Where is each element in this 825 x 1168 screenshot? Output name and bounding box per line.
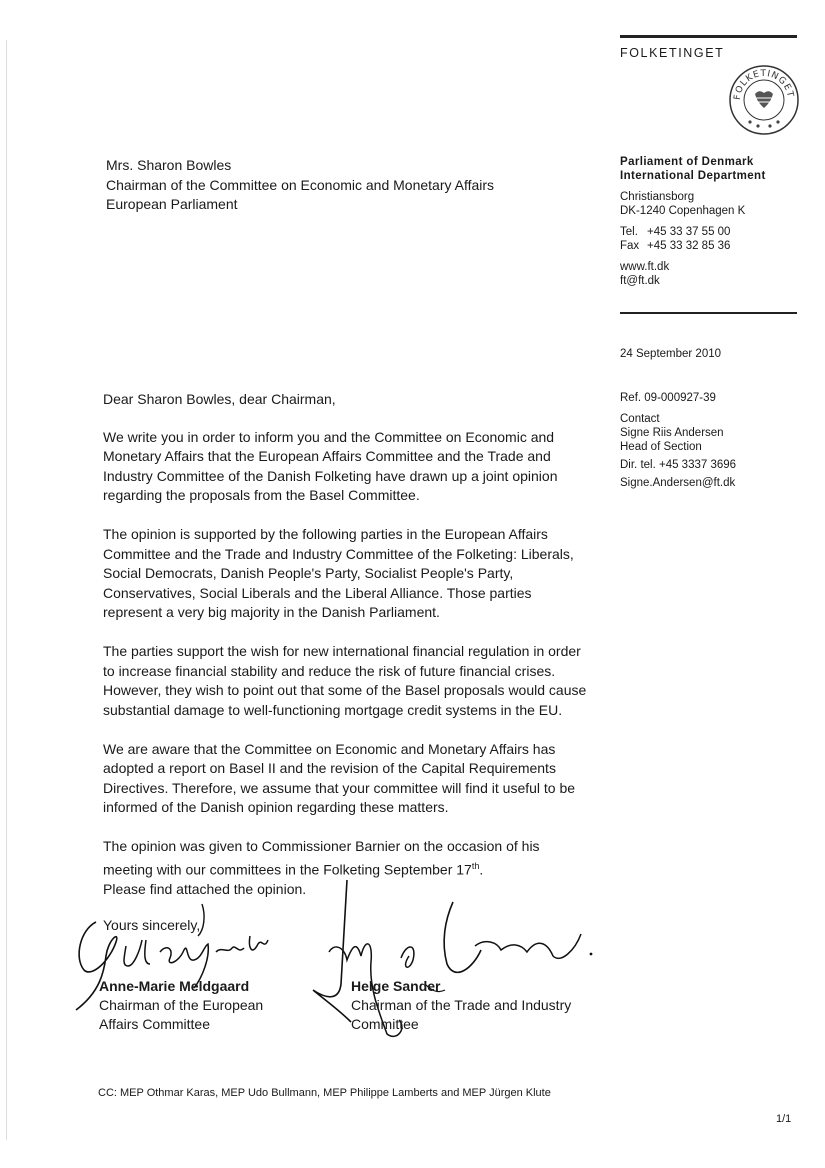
- contact-label: Contact: [620, 413, 660, 425]
- parliament-seal-icon: [728, 64, 800, 136]
- paragraph-5-end: .: [479, 861, 484, 878]
- paragraph-5-superscript: th: [471, 860, 480, 871]
- sender-web: www.ft.dk: [620, 261, 670, 273]
- tel-label: Tel.: [620, 226, 638, 238]
- signatory-1-role-line1: Chairman of the European: [99, 997, 264, 1013]
- fax-row: [620, 239, 766, 253]
- signatory-2-role-line1: Chairman of the Trade and Industry: [351, 997, 572, 1013]
- paragraph-1: We write you in order to inform you and the Committee on Economic and Monetary Affairs that the European Affairs Committee and the Trade and Industry Committee of the Danish Folketing have drawn up a joint opinion regarding the proposals from the Basel Committee.: [103, 428, 558, 503]
- paragraph-4: We are aware that the Committee on Economic and Monetary Affairs has adopted a report on Basel II and the revision of the Capital Requirements Directives. Therefore, we assume that your committee will find it useful to be informed of the Danish opinion regarding these matters.: [103, 740, 576, 815]
- page-number: 1/1: [776, 1113, 792, 1125]
- tel-row: [620, 225, 766, 239]
- seal-text: FOLKETINGET: [732, 68, 795, 101]
- fax-label: Fax: [620, 240, 640, 252]
- signatory-1: [99, 977, 263, 1034]
- cc-line: CC: MEP Othmar Karas, MEP Udo Bullmann, MEP Philippe Lamberts and MEP Jürgen Klute: [98, 1087, 551, 1099]
- recipient-name: Mrs. Sharon Bowles: [106, 157, 232, 173]
- contact-email: Signe.Andersen@ft.dk: [620, 477, 736, 489]
- contact-name: Signe Riis Andersen: [620, 427, 724, 439]
- letter-body: [103, 390, 590, 899]
- header-rule: [620, 35, 797, 38]
- signatory-1-name: Anne-Marie Meldgaard: [99, 978, 250, 994]
- paragraph-3: The parties support the wish for new international financial regulation in order to increase financial stability and reduce the risk of future financial crises. However, they wish to point out that some of the Basel proposals would cause substantial damage to well-functioning mortgage credit systems in the EU.: [103, 643, 587, 718]
- sender-block: [620, 155, 766, 288]
- signatory-2-name: Helge Sander: [351, 978, 441, 994]
- sender-city: DK-1240 Copenhagen K: [620, 205, 746, 217]
- contact-title: Head of Section: [620, 441, 702, 453]
- sender-email: ft@ft.dk: [620, 275, 660, 287]
- paragraph-5-text: The opinion was given to Commissioner Barnier on the occasion of his meeting with our committees in the Folketing September 17: [103, 838, 540, 878]
- signatory-1-role-line2: Affairs Committee: [99, 1016, 210, 1032]
- recipient-org: European Parliament: [106, 196, 238, 212]
- contact-direct-tel: Dir. tel. +45 3337 3696: [620, 459, 737, 471]
- sender-street: Christiansborg: [620, 191, 695, 203]
- fax-value: +45 33 32 85 36: [647, 240, 731, 252]
- signatory-2: [351, 977, 571, 1034]
- recipient-address: [106, 156, 494, 215]
- salutation: Dear Sharon Bowles, dear Chairman,: [103, 391, 336, 407]
- tel-value: +45 33 37 55 00: [647, 226, 731, 238]
- paragraph-6: Please find attached the opinion.: [103, 880, 307, 897]
- scan-edge: [6, 40, 7, 1140]
- reference-block: [620, 391, 736, 490]
- sender-line2: International Department: [620, 170, 766, 182]
- sender-line1: Parliament of Denmark: [620, 156, 754, 168]
- signatory-2-role-line2: Committee: [351, 1016, 419, 1032]
- org-name: FOLKETINGET: [620, 46, 725, 60]
- letter-date: 24 September 2010: [620, 348, 722, 360]
- recipient-title: Chairman of the Committee on Economic and Monetary Affairs: [106, 176, 495, 193]
- reference-number: Ref. 09-000927-39: [620, 392, 716, 404]
- closing: Yours sincerely,: [103, 917, 201, 933]
- paragraph-2: The opinion is supported by the following parties in the European Affairs Committee and the Trade and Industry Committee of the Folketing: Liberals, Social Democrats, Danish People's Party, Socialist People's Party, Conservatives, Social Liberals and the Liberal Alliance. Those parties represent a very big majority in the Danish Parliament.: [103, 526, 574, 620]
- sender-rule: [620, 312, 797, 314]
